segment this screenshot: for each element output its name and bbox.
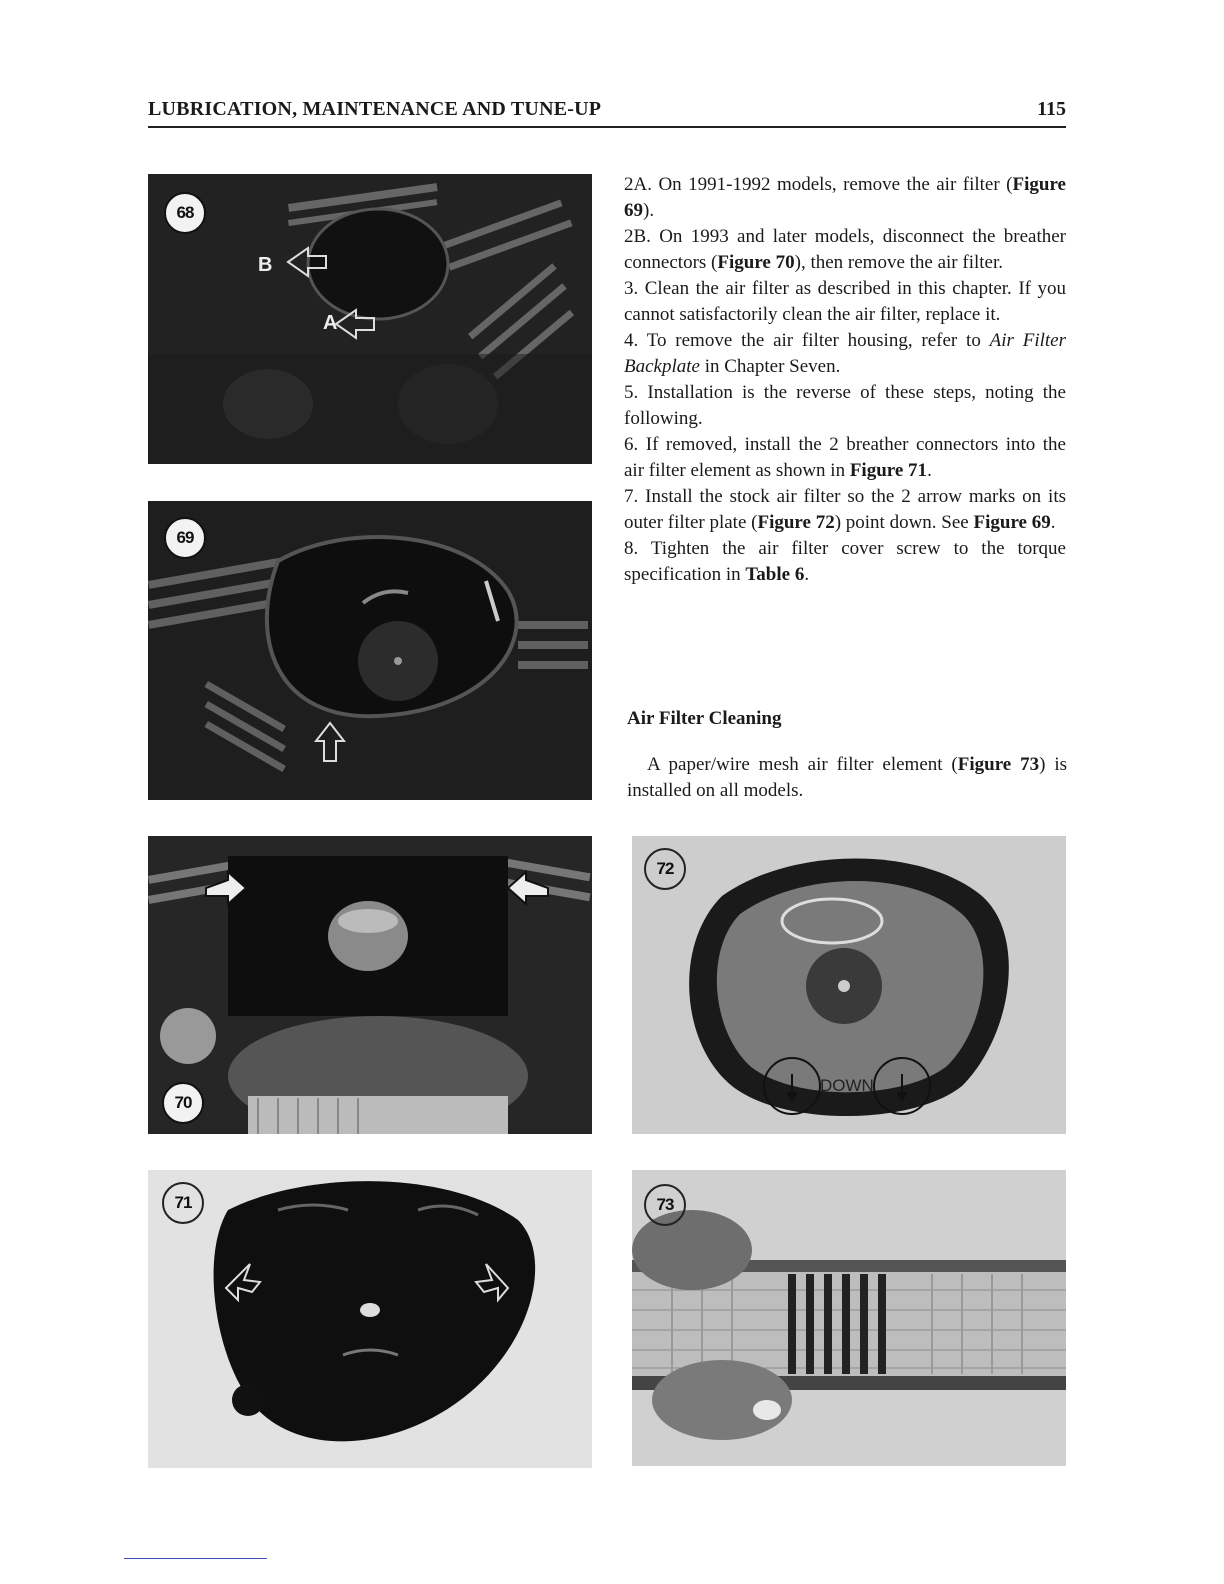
section-heading: Air Filter Cleaning <box>627 708 782 729</box>
step-6: 6. If removed, install the 2 breather connectors into the air filter element as shown in Figure 71. <box>624 434 1066 481</box>
figure-73-photo <box>632 1170 1066 1466</box>
figure-ref: Figure 70 <box>717 252 795 273</box>
figure-ref: Figure 69 <box>624 174 1066 221</box>
figure-ref: Figure 72 <box>757 512 835 533</box>
step-2b: 2B. On 1993 and later models, disconnect the breather connectors (Figure 70), then remove the air filter. <box>624 226 1066 273</box>
engine-photo-graphic <box>148 174 592 464</box>
figure-72-badge: 72 <box>644 848 686 890</box>
page-header <box>148 96 1066 128</box>
table-ref: Table 6 <box>745 564 805 585</box>
figure-69-badge: 69 <box>164 517 206 559</box>
figure-68-label-a: A <box>323 312 338 334</box>
footer-rule <box>124 1558 267 1559</box>
step-8: 8. Tighten the air filter cover screw to the torque specification in Table 6. <box>624 538 1066 585</box>
figure-ref: Figure 71 <box>849 460 928 481</box>
figure-ref: Figure 69 <box>973 512 1051 533</box>
figure-68-label-b: B <box>258 254 273 276</box>
step-7: 7. Install the stock air filter so the 2 arrow marks on its outer filter plate (Figure 72) point down. See Figure 69. <box>624 486 1066 533</box>
figure-71-badge: 71 <box>162 1182 204 1224</box>
step-3: 3. Clean the air filter as described in this chapter. If you cannot satisfactorily clean the air filter, replace it. <box>624 278 1066 325</box>
breather-connectors-graphic <box>148 836 592 1134</box>
figure-68-badge: 68 <box>164 192 206 234</box>
step-2a: 2A. On 1991-1992 models, remove the air filter (Figure 69). <box>624 174 1066 221</box>
figure-71-photo <box>148 1170 592 1468</box>
filter-element-graphic <box>148 1170 592 1468</box>
running-title: LUBRICATION, MAINTENANCE AND TUNE-UP <box>148 98 602 120</box>
section-intro: A paper/wire mesh air filter element (Figure 73) is installed on all models. <box>627 754 1067 801</box>
procedure-text <box>624 172 1066 588</box>
chapter-ref: Air Filter Backplate <box>624 330 1066 377</box>
page-number: 115 <box>1037 98 1066 120</box>
figure-69-photo <box>148 501 592 800</box>
mesh-filter-element-graphic <box>632 1170 1066 1466</box>
figure-73-badge: 73 <box>644 1184 686 1226</box>
figure-70-photo <box>148 836 592 1134</box>
air-filter-installed-graphic <box>148 501 592 800</box>
step-5: 5. Installation is the reverse of these steps, noting the following. <box>624 382 1066 429</box>
step-4: 4. To remove the air filter housing, refer to Air Filter Backplate in Chapter Seven. <box>624 330 1066 377</box>
figure-70-badge: 70 <box>162 1082 204 1124</box>
down-marking: DOWN <box>820 1076 874 1095</box>
figure-ref: Figure 73 <box>957 754 1040 775</box>
figure-68-photo <box>148 174 592 464</box>
figure-72-photo <box>632 836 1066 1134</box>
